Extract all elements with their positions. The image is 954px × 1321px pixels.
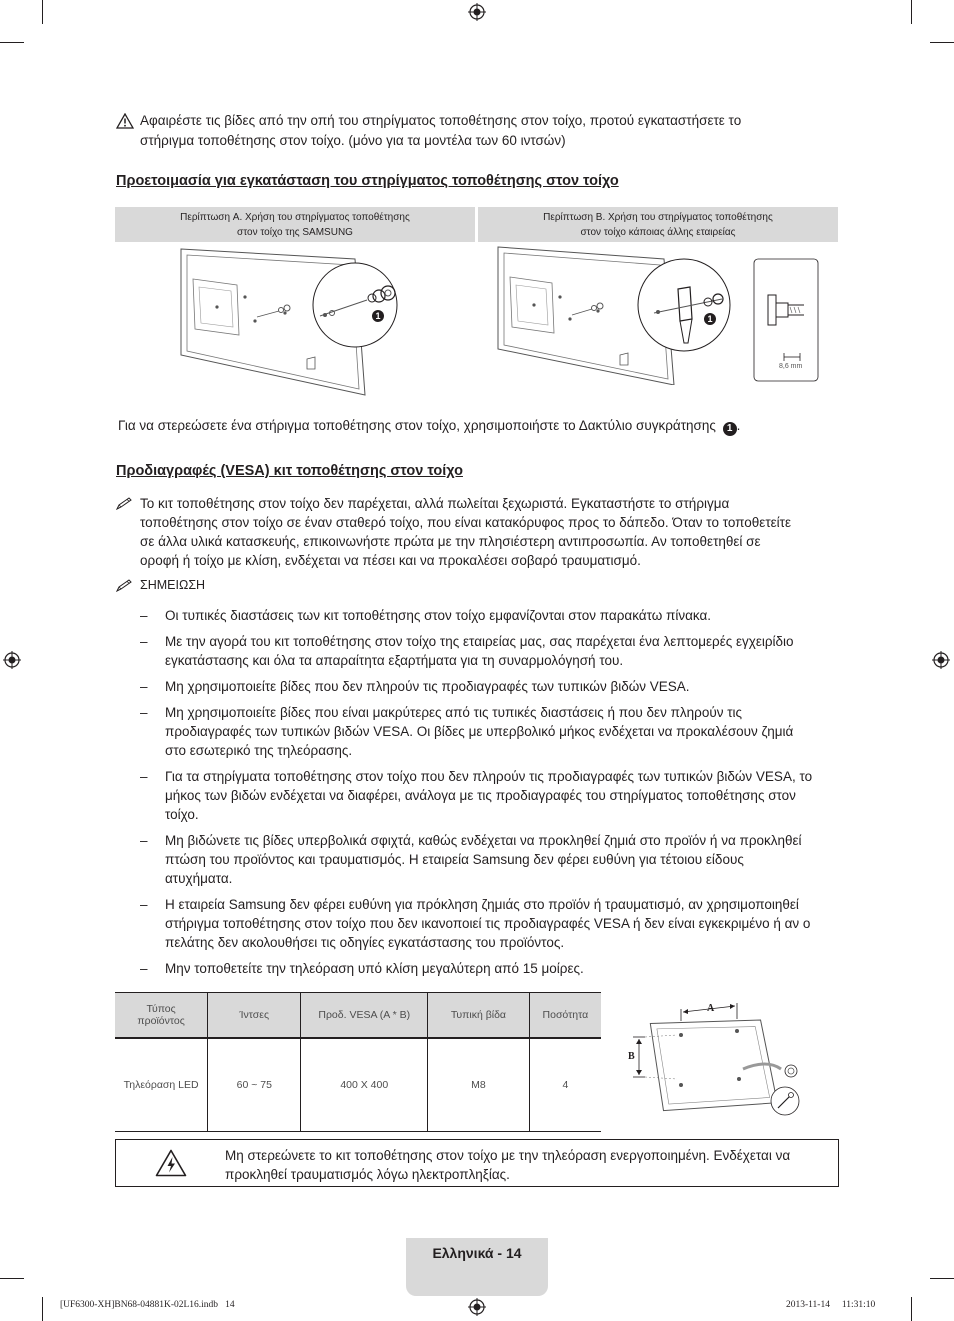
dimension-label-a: A — [707, 1003, 715, 1014]
note-paragraph — [140, 494, 840, 570]
pencil-note-icon — [116, 579, 132, 592]
print-timestamp: 2013-11-14 11:31:10 — [786, 1300, 876, 1310]
cell-product-type: Τηλεόραση LED — [115, 1038, 208, 1132]
case-a-header — [115, 207, 475, 242]
col-header-quantity: Ποσότητα — [529, 993, 601, 1039]
bullet-line: τοίχο. — [165, 807, 199, 822]
caution-line1: Μη στερεώνετε το κιτ τοποθέτησης στον τοίχο με την τηλεόραση ενεργοποιημένη. Ενδέχεται να — [225, 1148, 791, 1163]
note-line: τοποθέτησης στον τοίχο σε έναν σταθερό τοίχο, που είναι κατακόρυφος προς το δάπεδο. Όταν το τοποθετείτε — [140, 515, 792, 530]
cell-quantity: 4 — [529, 1038, 601, 1132]
file-info: [UF6300-XH]BN68-04881K-02L16.indb 14 — [60, 1300, 235, 1310]
bullet-line: Μη χρησιμοποιείτε βίδες που είναι μακρύτερες από τις τυπικές διαστάσεις ή που δεν πληρούν τις — [165, 705, 743, 720]
tv-back-diagram-case-b — [494, 245, 824, 385]
table-row — [115, 1038, 601, 1132]
dash-bullet: – — [140, 833, 148, 848]
page-label: Ελληνικά - 14 — [432, 1245, 522, 1261]
bullet-line: Μη χρησιμοποιείτε βίδες που δεν πληρούν τις προδιαγραφές των τυπικών βιδών VESA. — [165, 679, 690, 694]
cell-inches: 60 ~ 75 — [208, 1038, 301, 1132]
instruction-suffix: . — [736, 418, 741, 433]
caution-line2: προκληθεί τραυματισμός λόγω ηλεκτροπληξίας. — [225, 1167, 510, 1182]
col-header-inches: Ίντσες — [208, 993, 301, 1039]
bullet-line: Μη βιδώνετε τις βίδες υπερβολικά σφιχτά, καθώς ενδέχεται να προκληθεί ζημιά στο προϊόν ή να προκληθεί — [165, 833, 802, 848]
registration-mark-icon — [468, 1298, 486, 1316]
col-header-product-type: Τύπος προϊόντος — [115, 993, 208, 1039]
cell-standard-screw: M8 — [428, 1038, 530, 1132]
dash-bullet: – — [140, 897, 148, 912]
crop-mark — [0, 42, 24, 43]
bullet-line: πτώση του προϊόντος και τραυματισμός. Η εταιρεία Samsung δεν φέρει ευθύνη για τέτοιου είδους — [165, 852, 744, 867]
registration-mark-icon — [932, 651, 950, 669]
bullet-line: Η εταιρεία Samsung δεν φέρει ευθύνη για πρόκληση ζημιάς στο προϊόν ή τραυματισμό, αν χρησιμοποιηθεί — [165, 897, 799, 912]
bullet-line: ατυχήματα. — [165, 871, 233, 886]
note-line: Το κιτ τοποθέτησης στον τοίχο δεν παρέχεται, αλλά πωλείται ξεχωριστά. Εγκαταστήστε το στήριγμα — [140, 496, 730, 511]
col-header-standard-screw: Τυπική βίδα — [428, 993, 530, 1039]
registration-mark-icon — [3, 651, 21, 669]
section-heading-preparation: Προετοιμασία για εγκατάσταση του στηρίγματος τοποθέτησης στον τοίχο — [116, 173, 619, 189]
dash-bullet: – — [140, 634, 148, 649]
case-b-header — [478, 207, 838, 242]
dash-bullet: – — [140, 769, 148, 784]
bullet-line: Μην τοποθετείτε την τηλεόραση υπό κλίση μεγαλύτερη από 15 μοίρες. — [165, 961, 584, 976]
dimension-label-b: B — [628, 1051, 635, 1062]
bullet-line: Οι τυπικές διαστάσεις των κιτ τοποθέτησης στον τοίχο εμφανίζονται στον παρακάτω πίνακα. — [165, 608, 712, 623]
bullet-line: πελάτης δεν ακολουθήσει τις οδηγίες εγκατάστασης του προϊόντος. — [165, 935, 565, 950]
table-header-row — [115, 993, 601, 1039]
bullet-line: προδιαγραφές των τυπικών βιδών VESA. Οι βίδες με υπερβολικό μήκος ενδέχεται να προκαλέσουν ζημιά — [165, 724, 794, 739]
note-label: ΣΗΜΕΙΩΣΗ — [140, 578, 206, 592]
tv-back-diagram-case-a — [175, 245, 415, 405]
bullet-line: στήριγμα τοποθέτησης στον τοίχο που δεν ικανοποιεί τις προδιαγραφές VESA ή δεν είναι εγκεκριμένο ή αν ο — [165, 916, 811, 931]
cell-vesa-spec: 400 X 400 — [301, 1038, 428, 1132]
retaining-ring-instruction — [118, 416, 838, 436]
crop-mark — [930, 1278, 954, 1279]
crop-mark — [930, 42, 954, 43]
section-heading-vesa: Προδιαγραφές (VESA) κιτ τοποθέτησης στον τοίχο — [116, 463, 463, 479]
high-voltage-warning-icon — [155, 1149, 187, 1177]
bullet-line: Με την αγορά του κιτ τοποθέτησης στον τοίχο της εταιρείας μας, σας παρέχεται ένα λεπτομερές εγχειρίδιο — [165, 634, 794, 649]
dimension-label: 8,6 mm — [779, 363, 803, 370]
vesa-spec-table — [115, 992, 601, 1132]
note-line: σε άλλα υλικά κατασκευής, επικοινωνήστε πρώτα με την πλησιέστερη αντιπροσωπία. Αν τοποθετηθεί σε — [140, 534, 761, 549]
dash-bullet: – — [140, 608, 148, 623]
registration-mark-icon — [468, 3, 486, 21]
dash-bullet: – — [140, 705, 148, 720]
warning-text-line1: Αφαιρέστε τις βίδες από την οπή του στηρίγματος τοποθέτησης στον τοίχο, προτού εγκαταστήσετε το — [140, 113, 742, 128]
pencil-note-icon — [116, 497, 132, 510]
bullet-line: Για τα στηρίγματα τοποθέτησης στον τοίχο που δεν πληρούν τις προδιαγραφές των τυπικών βιδών VESA, το — [165, 769, 813, 784]
bullet-line: εγκατάστασης και όλα τα απαραίτητα εξαρτήματα για τη συναρμολόγησή του. — [165, 653, 624, 668]
callout-number-a: 1 — [372, 310, 384, 322]
caution-box — [115, 1139, 839, 1187]
bullet-line: μήκος των βιδών ενδέχεται να διαφέρει, ανάλογα με τις προδιαγραφές του στηρίγματος τοποθέτησης στον — [165, 788, 796, 803]
page-number-tab — [406, 1238, 548, 1296]
crop-mark — [42, 1297, 43, 1321]
bullet-line: στο εσωτερικό της τηλεόρασης. — [165, 743, 353, 758]
dash-bullet: – — [140, 679, 148, 694]
warning-triangle-icon — [116, 113, 134, 129]
crop-mark — [0, 1278, 24, 1279]
dash-bullet: – — [140, 961, 148, 976]
col-header-vesa-spec: Προδ. VESA (A * B) — [301, 993, 428, 1039]
crop-mark — [911, 1297, 912, 1321]
instruction-callout-number: 1 — [723, 422, 737, 436]
case-b-line2: στον τοίχο κάποιας άλλης εταιρείας — [580, 227, 736, 238]
case-a-line2: στον τοίχο της SAMSUNG — [237, 227, 353, 238]
crop-mark — [911, 0, 912, 24]
crop-mark — [42, 0, 43, 24]
instruction-text: Για να στερεώσετε ένα στήριγμα τοποθέτησης στον τοίχο, χρησιμοποιήστε το Δακτύλιο συγκράτησης — [118, 418, 716, 433]
vesa-hole-pattern-diagram — [625, 995, 815, 1125]
case-b-line1: Περίπτωση B. Χρήση του στηρίγματος τοποθέτησης — [543, 212, 773, 223]
warning-text-line2: στήριγμα τοποθέτησης στον τοίχο. (μόνο για τα μοντέλα των 60 ιντσών) — [140, 133, 566, 148]
case-a-line1: Περίπτωση A. Χρήση του στηρίγματος τοποθέτησης — [180, 212, 410, 223]
callout-number-b: 1 — [704, 313, 716, 325]
note-line: οροφή ή τοίχο με κλίση, ενδέχεται να πέσει και να προκαλέσει σοβαρό τραυματισμό. — [140, 553, 641, 568]
